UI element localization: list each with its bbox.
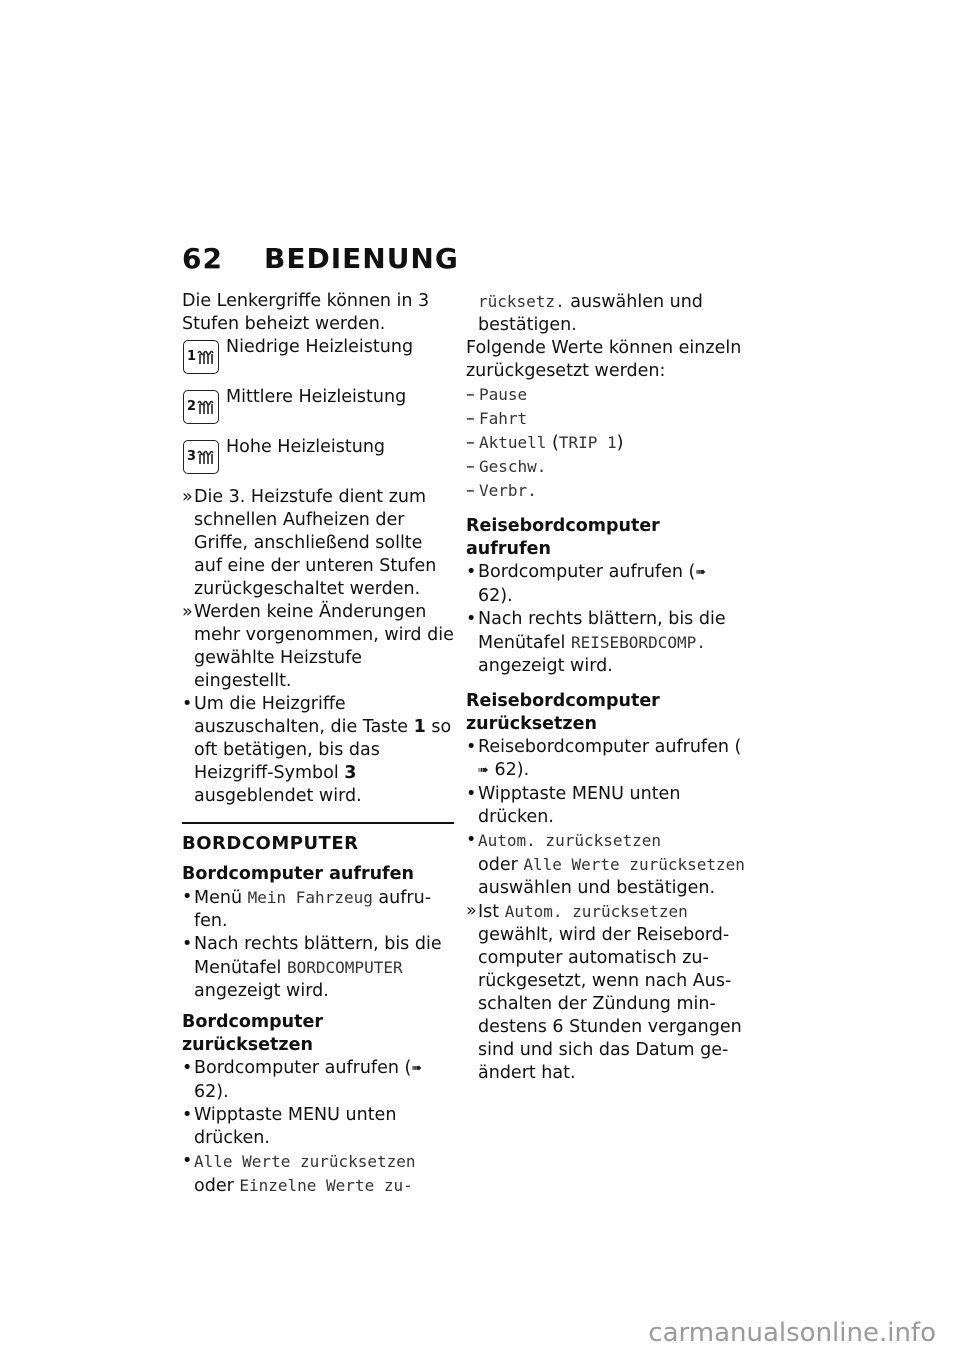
- bullet-item: • Nach rechts blättern, bis die Menütafel BORDCOMPUTER angezeigt wird.: [182, 934, 442, 1001]
- right-column: [466, 290, 746, 1085]
- bullet-icon: •: [182, 934, 193, 954]
- value-item: – Verbr.: [466, 481, 537, 501]
- heated-grip-3-icon: 3: [183, 440, 219, 474]
- bullet-item: • Bordcomputer aufrufen (➠ 62).: [466, 562, 707, 606]
- bullet-item: • Reisebordcomputer aufrufen (➠ 62).: [466, 737, 742, 780]
- page-reference-arrow-icon: ➠: [695, 565, 707, 580]
- bullet-item: • Nach rechts blättern, bis die Menütafel REISEBORDCOMP. angezeigt wird.: [466, 609, 726, 676]
- note-marker-icon: »: [182, 487, 193, 507]
- bullet-item: • Menü Mein Fahrzeug aufrufen.: [182, 887, 432, 931]
- page-reference[interactable]: 62: [194, 1082, 217, 1102]
- bullet-icon: •: [466, 784, 477, 804]
- heat-level-1: [182, 336, 454, 386]
- subheading: Bordcomputer aufrufen: [182, 864, 415, 884]
- heated-grip-2-icon: 2: [183, 390, 219, 424]
- bullet-icon: •: [466, 562, 477, 582]
- bullet-item: • Alle Werte zurücksetzen oder Einzelne Werte zu-: [182, 1151, 416, 1196]
- bullet-icon: •: [182, 1151, 193, 1171]
- bullet-icon: •: [182, 694, 193, 714]
- subheading: Bordcomputer zurücksetzen: [182, 1012, 323, 1055]
- section-title: BEDIENUNG: [264, 242, 459, 275]
- bullet-icon: •: [182, 1105, 193, 1125]
- bullet-icon: •: [182, 887, 193, 907]
- page-reference-arrow-icon: ➠: [411, 1061, 423, 1076]
- heat-level-2: [182, 386, 454, 436]
- heat-level-3: [182, 436, 454, 486]
- section-divider: [182, 822, 454, 824]
- bullet-icon: •: [466, 609, 477, 629]
- value-item: – Geschw.: [466, 457, 547, 477]
- continued-text: rücksetz. auswählen und bestätigen.: [478, 292, 703, 335]
- bullet-item: • Wipptaste MENU unten drücken.: [182, 1105, 397, 1148]
- values-intro: Folgende Werte können einzeln zurückgesetzt werden:: [466, 338, 742, 381]
- bullet-icon: •: [466, 830, 477, 850]
- value-item: – Fahrt: [466, 409, 528, 429]
- heat-level-3-label: Hohe Heizleistung: [226, 437, 386, 457]
- heat-level-1-label: Niedrige Heizleistung: [226, 337, 414, 357]
- page-number: 62: [182, 242, 223, 275]
- value-item: – Aktuell (TRIP 1): [466, 433, 624, 453]
- note-marker-icon: »: [466, 901, 477, 921]
- bullet-icon: •: [182, 1058, 193, 1078]
- watermark: carmanualsonline.info: [648, 1318, 936, 1348]
- subheading: Reisebordcomputer aufrufen: [466, 516, 660, 559]
- page-reference[interactable]: 62: [494, 760, 517, 780]
- page-header: [182, 242, 459, 275]
- section-heading: BORDCOMPUTER: [182, 833, 359, 854]
- note-item: » Werden keine Änderungen mehr vorgenommen, wird die gewählte Heizstufe eingestellt.: [182, 602, 454, 691]
- bullet-icon: •: [466, 737, 477, 757]
- note-item: » Die 3. Heizstufe dient zum schnellen Aufheizen der Griffe, anschließend sollte auf eine der unteren Stufen zurückgeschaltet werden.: [182, 487, 437, 599]
- page-reference[interactable]: 62: [478, 586, 501, 606]
- page-reference-arrow-icon: ➠: [478, 763, 489, 778]
- bullet-item: • Bordcomputer aufrufen (➠ 62).: [182, 1058, 423, 1102]
- subheading: Reisebordcomputer zurücksetzen: [466, 691, 660, 734]
- note-item: » Ist Autom. zurücksetzen gewählt, wird der Reisebordcomputer automatisch zurückgesetzt, wenn nach Ausschalten der Zündung mindestens 6 Stunden vergangen sind und sich das Datum geändert hat.: [466, 901, 742, 1083]
- bullet-item: • Wipptaste MENU unten drücken.: [466, 784, 681, 827]
- bullet-item: • Um die Heizgriffe auszuschalten, die Taste 1 so oft betätigen, bis das Heizgriff-Symbol 3 ausgeblendet wird.: [182, 694, 452, 806]
- intro-text: Die Lenkergriffe können in 3 Stufen beheizt werden.: [182, 291, 430, 334]
- note-marker-icon: »: [182, 602, 193, 622]
- bullet-item: • Autom. zurücksetzen oder Alle Werte zurücksetzen auswählen und bestätigen.: [466, 830, 745, 898]
- value-item: – Pause: [466, 385, 528, 405]
- heated-grip-1-icon: 1: [183, 340, 219, 374]
- left-column: [182, 290, 454, 1198]
- heat-level-2-label: Mittlere Heizleistung: [226, 387, 407, 407]
